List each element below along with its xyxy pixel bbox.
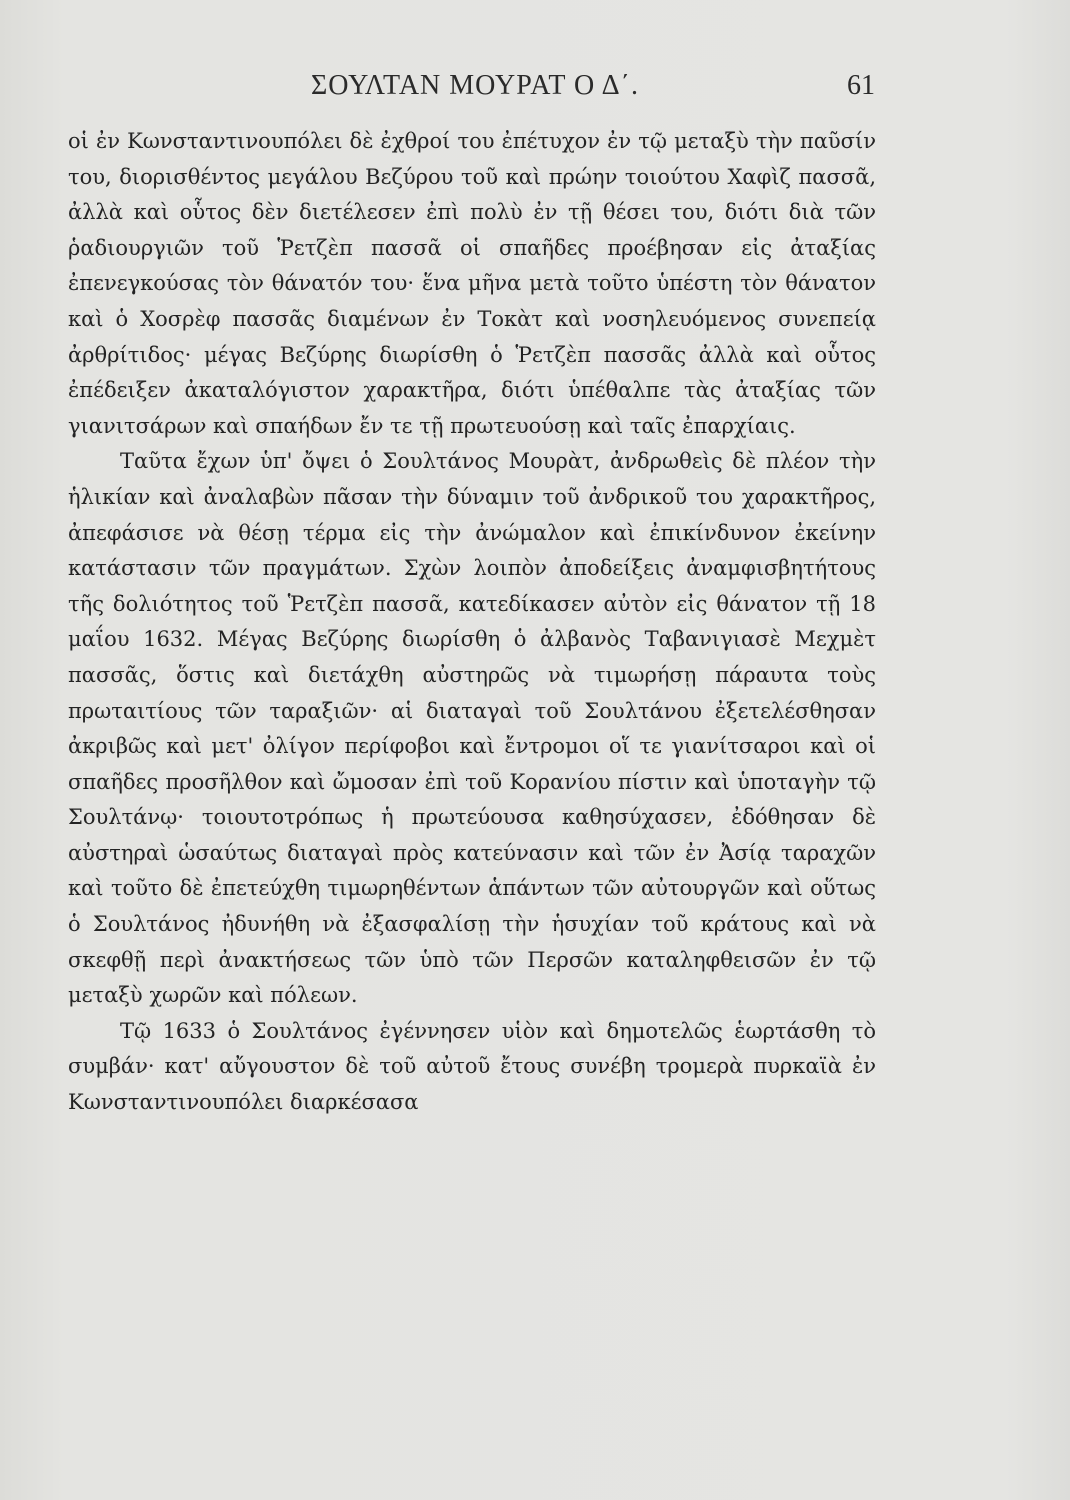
paragraph-2: Ταῦτα ἔχων ὑπ' ὄψει ὁ Σουλτάνος Μουρὰτ, ἀνδρωθεὶς δὲ πλέον τὴν ἡλικίαν καὶ ἀναλαβὼν πᾶσαν τὴν δύναμιν τοῦ ἀνδρικοῦ του χαρακτῆρος, ἀπεφάσισε νὰ θέσῃ τέρμα εἰς τὴν ἀνώμαλον καὶ ἐπικίνδυνον ἐκείνην κατάστασιν τῶν πραγμάτων. Σχὼν λοιπὸν ἀποδείξεις ἀναμφισβητήτους τῆς δολιότητος τοῦ Ῥετζὲπ πασσᾶ, κατεδίκασεν αὐτὸν εἰς θάνατον τῇ 18 μαΐου 1632. Μέγας Βεζύρης διωρίσθη ὁ ἀλβανὸς Ταβανιγιασὲ Μεχμὲτ πασσᾶς, ὅστις καὶ διετάχθη αὐστηρῶς νὰ τιμωρήσῃ πάραυτα τοὺς πρωταιτίους τῶν ταραξιῶν· αἱ διαταγαὶ τοῦ Σουλτάνου ἐξετελέσθησαν ἀκριβῶς καὶ μετ' ὀλίγον περίφοβοι καὶ ἔντρομοι οἵ τε γιανίτσαροι καὶ οἱ σπαῆδες προσῆλθον καὶ ὤμοσαν ἐπὶ τοῦ Κορανίου πίστιν καὶ ὑποταγὴν τῷ Σουλτάνῳ· τοιουτοτρόπως ἡ πρωτεύουσα καθησύχασεν, ἐδόθησαν δὲ αὐστηραὶ ὡσαύτως διαταγαὶ πρὸς κατεύνασιν καὶ τῶν ἐν Ἀσίᾳ ταραχῶν καὶ τοῦτο δὲ ἐπετεύχθη τιμωρηθέντων ἁπάντων τῶν αὐτουργῶν καὶ οὕτως ὁ Σουλτάνος ἠδυνήθη νὰ ἐξασφαλίσῃ τὴν ἡσυχίαν τοῦ κράτους καὶ νὰ σκεφθῇ περὶ ἀνακτήσεως τῶν ὑπὸ τῶν Περσῶν καταληφθεισῶν ἐν τῷ μεταξὺ χωρῶν καὶ πόλεων.	[68, 449, 876, 1008]
paragraph-1: οἱ ἐν Κωνσταντινουπόλει δὲ ἐχθροί του ἐπέτυχον ἐν τῷ μεταξὺ τὴν παῦσίν του, διορισθέντος μεγάλου Βεζύρου τοῦ καὶ πρώην τοιούτου Χαφὶζ πασσᾶ, ἀλλὰ καὶ οὗτος δὲν διετέλεσεν ἐπὶ πολὺ ἐν τῇ θέσει του, διότι διὰ τῶν ῥαδιουργιῶν τοῦ Ῥετζὲπ πασσᾶ οἱ σπαῆδες προέβησαν εἰς ἀταξίας ἐπενεγκούσας τὸν θάνατόν του· ἕνα μῆνα μετὰ τοῦτο ὑπέστη τὸν θάνατον καὶ ὁ Χοσρὲφ πασσᾶς διαμένων ἐν Τοκὰτ καὶ νοσηλευόμενος συνεπείᾳ ἀρθρίτιδος· μέγας Βεζύρης διωρίσθη ὁ Ῥετζὲπ πασσᾶς ἀλλὰ καὶ οὗτος ἐπέδειξεν ἀκαταλόγιστον χαρακτῆρα, διότι ὑπέθαλπε τὰς ἀταξίας τῶν γιανιτσάρων καὶ σπαήδων ἔν τε τῇ πρωτευούσῃ καὶ ταῖς ἐπαρχίαις.	[68, 129, 876, 438]
page-number: 61	[847, 70, 875, 101]
paragraph-3: Τῷ 1633 ὁ Σουλτάνος ἐγέννησεν υἱὸν καὶ δημοτελῶς ἑωρτάσθη τὸ συμβάν· κατ' αὔγουστον δὲ τοῦ αὐτοῦ ἔτους συνέβη τρομερὰ πυρκαϊὰ ἐν Κωνσταντινουπόλει διαρκέσασα	[68, 1018, 876, 1115]
body-text	[68, 124, 876, 1121]
running-head	[75, 70, 875, 110]
running-title: ΣΟΥΛΤΑΝ ΜΟΥΡΑΤ Ο Δ΄.	[311, 70, 639, 101]
